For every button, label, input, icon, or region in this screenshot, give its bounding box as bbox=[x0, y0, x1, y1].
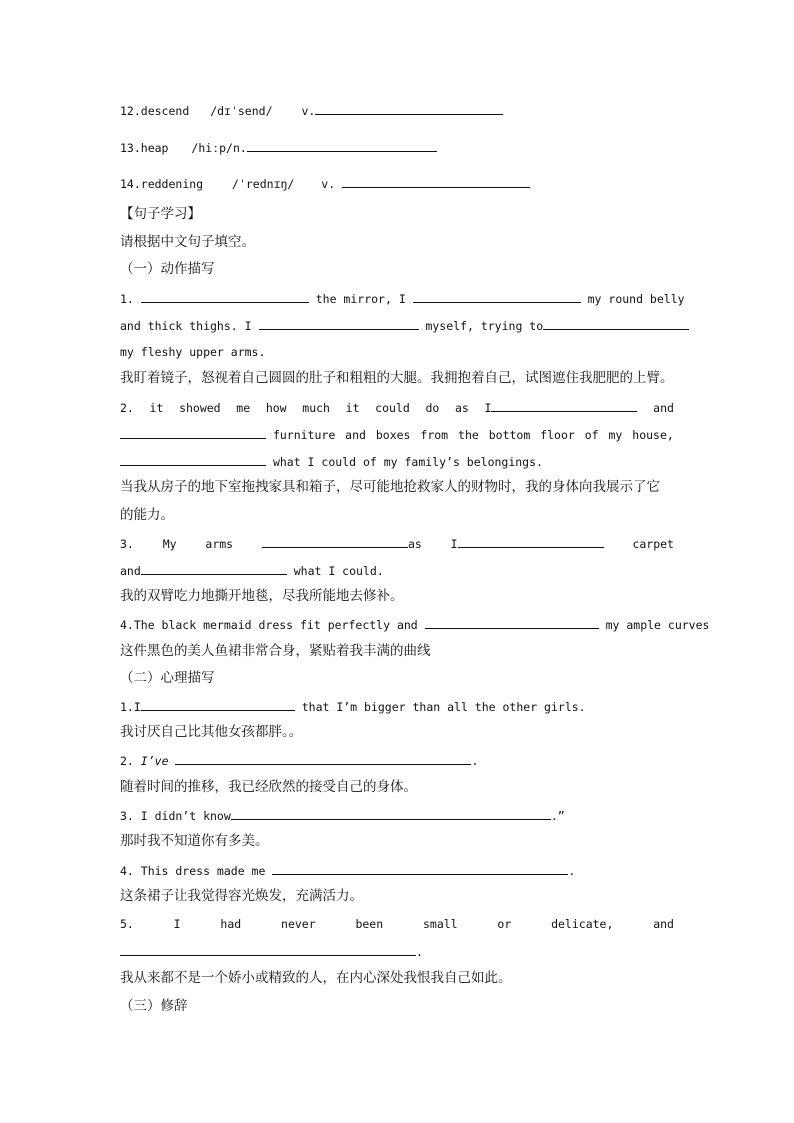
sentence-text: I’ve bbox=[140, 754, 169, 768]
word: it bbox=[345, 401, 360, 415]
vocab-number: 12. bbox=[120, 104, 141, 118]
answer-blank[interactable] bbox=[141, 562, 287, 575]
vocab-pos: n. bbox=[232, 141, 247, 155]
sentence-text: what I could of my family’s belongings. bbox=[272, 455, 543, 469]
answer-blank[interactable] bbox=[272, 862, 568, 875]
sentence-1-line-2 bbox=[120, 317, 674, 334]
word: how bbox=[265, 401, 287, 415]
vocab-item-14 bbox=[120, 175, 674, 192]
word: I bbox=[173, 917, 181, 931]
answer-blank[interactable] bbox=[141, 290, 309, 303]
word: I bbox=[450, 537, 458, 551]
item-number: 2. bbox=[120, 401, 134, 415]
vocab-phonetic: /dɪˈsend/ bbox=[210, 104, 273, 118]
sentence-text: 1.I bbox=[120, 700, 141, 714]
sentence-text: 4.The black mermaid dress fit perfectly and bbox=[120, 618, 418, 632]
psych-5-translation: 我从来都不是一个娇小或精致的人，在内心深处我恨我自己如此。 bbox=[120, 970, 512, 986]
answer-blank[interactable] bbox=[120, 426, 266, 439]
answer-blank[interactable] bbox=[543, 317, 689, 330]
word: and bbox=[653, 401, 674, 415]
word: had bbox=[220, 917, 242, 931]
word: small bbox=[422, 917, 458, 931]
answer-blank[interactable] bbox=[259, 317, 419, 330]
word: I bbox=[484, 401, 492, 415]
sentence-text: 3. I didn’t know bbox=[120, 809, 231, 823]
sentence-2-line-1 bbox=[120, 399, 674, 416]
word: and bbox=[653, 917, 674, 931]
sentence-text: .” bbox=[550, 809, 565, 823]
word: as bbox=[407, 537, 422, 551]
sentence-text: the mirror, I bbox=[315, 292, 406, 306]
psych-2-line-1: 2. I’ve . bbox=[120, 754, 479, 768]
sentence-text: 4. This dress made me bbox=[120, 864, 266, 878]
word: been bbox=[355, 917, 384, 931]
sentence-text: myself, trying to bbox=[425, 319, 544, 333]
item-number: 3. bbox=[120, 537, 134, 551]
sentence-text: that I’m bigger than all the other girls. bbox=[301, 700, 586, 714]
word: do bbox=[425, 401, 440, 415]
psych-4-line-1: 4. This dress made me . bbox=[120, 864, 576, 878]
answer-blank[interactable] bbox=[491, 399, 637, 412]
word: delicate, bbox=[551, 917, 614, 931]
word: or bbox=[497, 917, 512, 931]
vocab-word: heap bbox=[140, 141, 169, 155]
sentence-text: furniture and boxes from the bottom floor of my house, bbox=[272, 428, 674, 442]
answer-blank[interactable] bbox=[141, 698, 295, 711]
vocab-number: 13. bbox=[120, 141, 141, 155]
sentence-text: my ample curves bbox=[605, 618, 710, 632]
word: and bbox=[120, 564, 141, 578]
vocab-pos: v. bbox=[301, 104, 316, 118]
psych-3-line-1 bbox=[120, 807, 674, 824]
subsection-psychology: （二）心理描写 bbox=[120, 670, 215, 686]
vocab-word: descend bbox=[140, 104, 190, 118]
section-title: 【句子学习】 bbox=[120, 206, 201, 222]
vocab-item-13 bbox=[120, 139, 674, 156]
item-number: 1. bbox=[120, 292, 134, 306]
answer-blank[interactable] bbox=[315, 102, 503, 115]
sentence-2-line-2 bbox=[120, 426, 674, 443]
item-number: 2. bbox=[120, 754, 134, 768]
psych-3-translation: 那时我不知道你有多美。 bbox=[120, 833, 269, 849]
word: My bbox=[162, 537, 177, 551]
sentence-3-translation: 我的双臂吃力地撕开地毯，尽我所能地去修补。 bbox=[120, 588, 404, 604]
answer-blank[interactable] bbox=[247, 139, 437, 152]
vocab-number: 14. bbox=[120, 177, 141, 191]
answer-blank[interactable] bbox=[120, 943, 416, 956]
sentence-4-line-1 bbox=[120, 616, 710, 633]
sentence-3-line-1 bbox=[120, 535, 674, 552]
item-number: 5. bbox=[120, 917, 134, 931]
answer-blank[interactable] bbox=[458, 535, 604, 548]
psych-5-line-2: . bbox=[120, 943, 674, 960]
word: me bbox=[236, 401, 251, 415]
psych-4-translation: 这条裙子让我觉得容光焕发，充满活力。 bbox=[120, 888, 363, 904]
word: arms bbox=[205, 537, 234, 551]
psych-1-line-1 bbox=[120, 698, 674, 715]
word: could bbox=[375, 401, 410, 415]
vocab-word: reddening bbox=[140, 177, 204, 191]
answer-blank[interactable] bbox=[413, 290, 581, 303]
answer-blank[interactable] bbox=[231, 807, 551, 820]
psych-5-line-1 bbox=[120, 916, 674, 932]
psych-1-translation: 我讨厌自己比其他女孩都胖。。 bbox=[120, 724, 303, 740]
answer-blank[interactable] bbox=[342, 175, 530, 188]
sentence-2-translation-2: 的能力。 bbox=[120, 507, 174, 523]
sentence-1-line-3: my fleshy upper arms. bbox=[120, 345, 266, 359]
word: it bbox=[149, 401, 164, 415]
answer-blank[interactable] bbox=[175, 752, 471, 765]
sentence-3-line-2 bbox=[120, 562, 674, 579]
word: carpet bbox=[632, 537, 674, 551]
vocab-item-12 bbox=[120, 102, 674, 119]
sentence-1-translation: 我盯着镜子，怒视着自己圆圆的肚子和粗粗的大腿。我拥抱着自己，试图遮住我肥肥的上臂。 bbox=[120, 370, 674, 386]
vocab-pos: v. bbox=[321, 177, 336, 191]
vocab-phonetic: /ˈrednɪŋ/ bbox=[232, 177, 295, 191]
vocab-phonetic: /hiːp/ bbox=[191, 141, 233, 155]
sentence-2-line-3 bbox=[120, 453, 674, 470]
sentence-1-line-1 bbox=[120, 290, 685, 307]
sentence-text: my round belly bbox=[587, 292, 685, 306]
answer-blank[interactable] bbox=[425, 616, 599, 629]
word: much bbox=[302, 401, 330, 415]
word: showed bbox=[179, 401, 221, 415]
word: as bbox=[455, 401, 469, 415]
sentence-text: and thick thighs. I bbox=[120, 319, 252, 333]
sentence-2-translation-1: 当我从房子的地下室拖拽家具和箱子，尽可能地抢救家人的财物时，我的身体向我展示了它 bbox=[120, 479, 660, 495]
psych-2-translation: 随着时间的推移，我已经欣然的接受自己的身体。 bbox=[120, 779, 417, 795]
answer-blank[interactable] bbox=[262, 535, 408, 548]
sentence-text: what I could. bbox=[293, 564, 384, 578]
sentence-4-translation: 这件黑色的美人鱼裙非常合身，紧贴着我丰满的曲线 bbox=[120, 643, 431, 659]
answer-blank[interactable] bbox=[120, 453, 266, 466]
subsection-rhetoric: （三）修辞 bbox=[120, 998, 188, 1014]
instruction: 请根据中文句子填空。 bbox=[120, 234, 255, 250]
subsection-action: （一）动作描写 bbox=[120, 261, 215, 277]
word: never bbox=[281, 917, 316, 931]
